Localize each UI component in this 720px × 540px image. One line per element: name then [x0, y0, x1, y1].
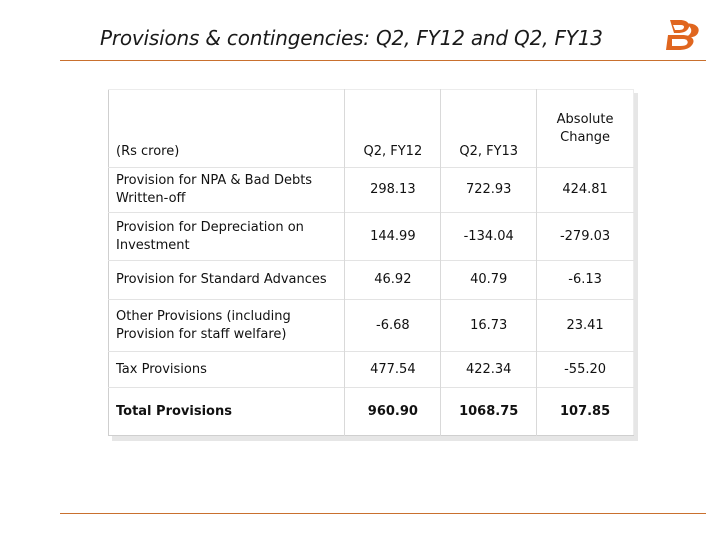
table-row [109, 168, 634, 213]
table-header-row [109, 90, 634, 168]
cell-q2-fy12: 144.99 [345, 213, 441, 261]
cell-q2-fy13: 422.34 [441, 352, 537, 388]
cell-q2-fy12: 46.92 [345, 261, 441, 300]
cell-change: 424.81 [562, 182, 608, 197]
footer-divider [60, 513, 706, 514]
cell-change: -6.13 [568, 272, 602, 287]
cell-q2-fy12: -6.68 [345, 300, 441, 352]
cell-q2-fy13: 722.93 [441, 168, 537, 213]
cell-q2-fy12: 298.13 [345, 168, 441, 213]
header-q2-fy13: Q2, FY13 [441, 90, 537, 168]
header-unit: (Rs crore) [109, 90, 345, 168]
table-total-row [109, 388, 634, 436]
cell-q2-fy13: 16.73 [441, 300, 537, 352]
cell-q2-fy13: 1068.75 [441, 388, 537, 436]
cell-change: 23.41 [566, 317, 604, 333]
row-label: Other Provisions (including Provision for staff welfare) [109, 300, 345, 352]
row-label: Total Provisions [109, 388, 345, 436]
row-label: Tax Provisions [109, 352, 345, 388]
row-label: Provision for Depreciation on Investment [109, 213, 345, 261]
table-row [109, 213, 634, 261]
cell-q2-fy12: 960.90 [345, 388, 441, 436]
table-row [109, 300, 634, 352]
table-row [109, 261, 634, 300]
page-title: Provisions & contingencies: Q2, FY12 and Q2, FY13 [100, 26, 603, 50]
bank-logo-icon [664, 18, 704, 52]
cell-q2-fy12: 477.54 [345, 352, 441, 388]
row-label: Provision for Standard Advances [109, 261, 345, 300]
header-absolute-change: Absolute Change [556, 111, 614, 145]
row-label: Provision for NPA & Bad Debts Written-off [109, 168, 345, 213]
provisions-table [108, 89, 634, 436]
table-row [109, 352, 634, 388]
cell-q2-fy13: 40.79 [441, 261, 537, 300]
cell-q2-fy13: -134.04 [441, 213, 537, 261]
header-q2-fy12: Q2, FY12 [345, 90, 441, 168]
cell-change: 107.85 [559, 403, 611, 419]
title-divider [60, 60, 706, 61]
cell-change: -279.03 [559, 228, 611, 244]
cell-change: -55.20 [564, 361, 607, 377]
